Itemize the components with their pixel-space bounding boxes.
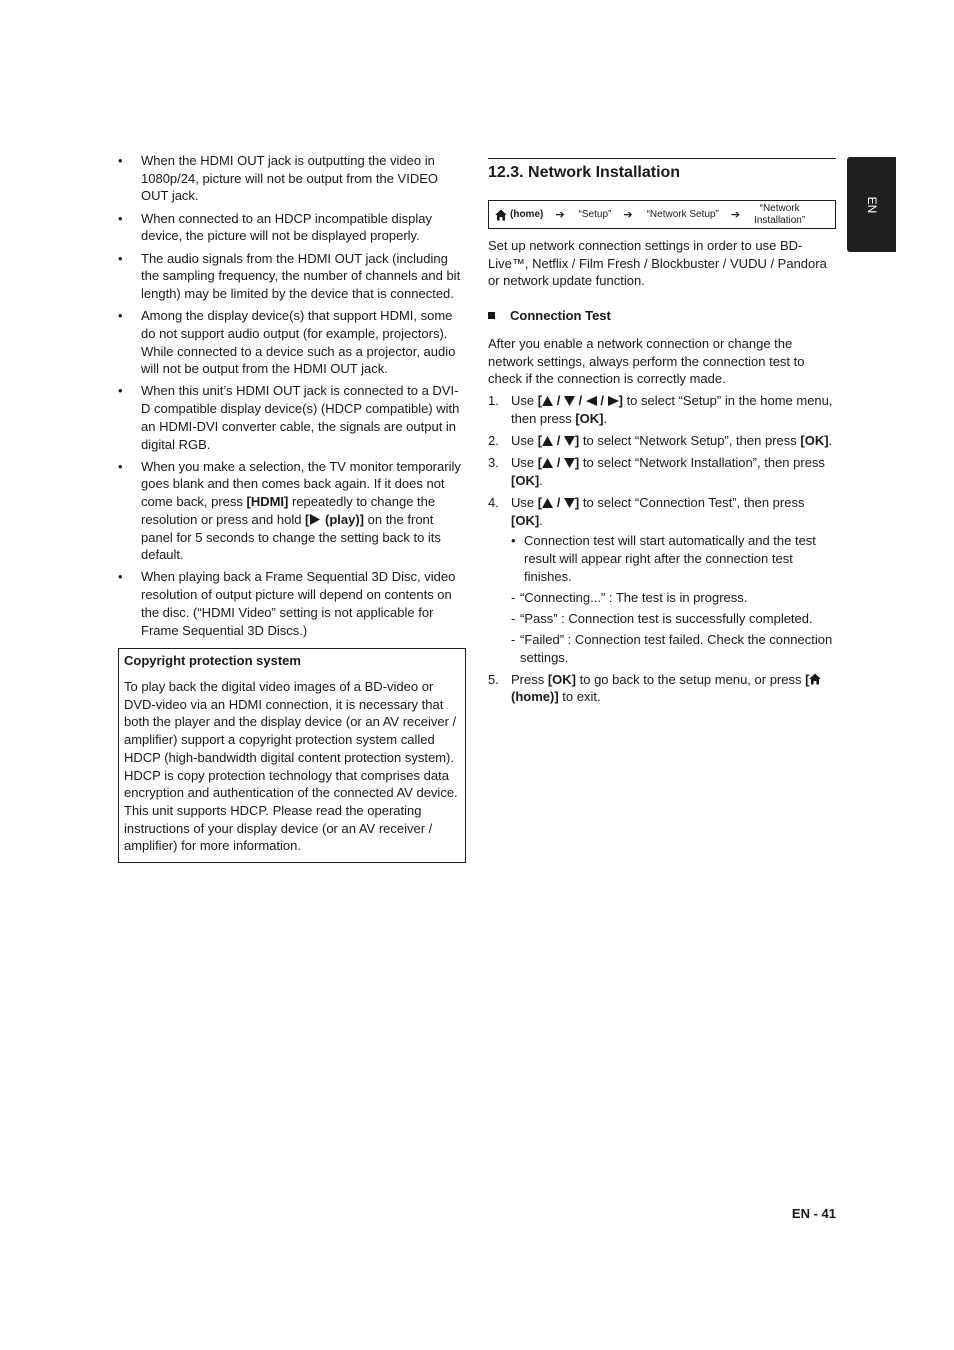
hdmi-notes-list <box>118 152 466 639</box>
step-1: 1. Use [ / / / ] to select “Setup” in the home menu, then press [OK]. <box>488 392 833 426</box>
home-icon <box>495 209 507 221</box>
arrow-right-icon: ➔ <box>623 208 633 221</box>
list-item: • When you make a selection, the TV monitor temporarily goes blank and then comes back again. If it does not come back, press [HDMI] repeatedly to change the resolution or press and hold [ (play)] on the front panel for 5 seconds to change the setting back to its default. <box>118 458 466 564</box>
intro-text: Set up network connection settings in order to use BD-Live™, Netflix / Film Fresh / Blockbuster / VUDU / Pandora or network update function. <box>488 238 827 289</box>
connection-test-intro: After you enable a network connection or change the network settings, always perform the connection test to check if the connection is correctly made. <box>488 335 805 387</box>
language-tab: EN <box>847 157 896 252</box>
down-arrow-icon <box>564 498 575 508</box>
home-key-label: [ (home)] <box>511 672 821 705</box>
right-arrow-icon <box>608 396 619 406</box>
hdmi-key-label: [HDMI] <box>246 494 289 510</box>
list-item: • Among the display device(s) that support HDMI, some do not support audio output (for example, projectors). While connected to a device such as a projector, audio will not be output from the HDMI OUT jack. <box>118 307 466 378</box>
ok-key-label: [OK] <box>800 432 829 448</box>
list-item: • When playing back a Frame Sequential 3D Disc, video resolution of output picture will depend on contents on the disc. (“HDMI Video” setting is not applicable for Frame Sequential 3D Discs.) <box>118 568 466 639</box>
ok-key-label: [OK] <box>575 410 604 426</box>
arrow-keys-label: [ / / / ] <box>537 392 623 408</box>
step-5: 5. Press [OK] to go back to the setup menu, or press [ (home)] to exit. <box>488 671 836 706</box>
list-item: • The audio signals from the HDMI OUT jack (including the sampling frequency, the number of channels and bit length) may be limited by the device that is connected. <box>118 250 466 303</box>
left-arrow-icon <box>586 396 597 406</box>
step-2: 2. Use [ / ] to select “Network Setup”, then press [OK]. <box>488 432 833 448</box>
up-arrow-icon <box>542 458 553 468</box>
menu-navigation-path <box>488 200 836 229</box>
list-item: - “Pass” : Connection test is successfully completed. <box>511 611 813 627</box>
list-item: • When connected to an HDCP incompatible display device, the picture will not be displayed properly. <box>118 210 466 245</box>
right-column <box>488 158 836 711</box>
nav-step-network-setup: “Network Setup” <box>646 208 719 220</box>
play-icon <box>309 514 321 525</box>
step-3: 3. Use [ / ] to select “Network Installation”, then press [OK]. <box>488 455 825 488</box>
list-item: - “Failed” : Connection test failed. Check the connection settings. <box>511 631 833 665</box>
box-title: Copyright protection system <box>124 653 301 669</box>
ok-key-label: [OK] <box>511 512 540 528</box>
connection-test-heading: Connection Test <box>488 307 836 325</box>
arrow-keys-label: [ / ] <box>537 432 580 448</box>
nav-step-network-installation: “Network Installation” <box>754 202 806 226</box>
down-arrow-icon <box>564 396 575 406</box>
play-key-label: [ (play)] <box>305 511 365 527</box>
home-icon <box>809 673 821 685</box>
list-item: • Connection test will start automatically and the test result will appear right after the connection test finishes. <box>511 532 836 585</box>
nav-home-label: (home) <box>510 208 544 220</box>
page-number: EN - 41 <box>791 1206 836 1221</box>
arrow-keys-label: [ / ] <box>537 455 580 471</box>
list-item: • When the HDMI OUT jack is outputting the video in 1080p/24, picture will not be output from the VIDEO OUT jack. <box>118 152 466 205</box>
up-arrow-icon <box>542 436 553 446</box>
section-title: 12.3. Network Installation <box>488 158 836 183</box>
square-bullet-icon <box>488 312 495 319</box>
ok-key-label: [OK] <box>511 472 540 488</box>
down-arrow-icon <box>564 458 575 468</box>
arrow-keys-label: [ / ] <box>537 494 580 510</box>
down-arrow-icon <box>564 436 575 446</box>
list-item: - “Connecting...” : The test is in progress. <box>511 590 748 606</box>
connection-results <box>511 589 836 666</box>
arrow-right-icon: ➔ <box>555 208 565 221</box>
up-arrow-icon <box>542 498 553 508</box>
step-4-notes <box>511 532 836 585</box>
box-body: To play back the digital video images of a BD-video or DVD-video via an HDMI connection, it is necessary that both the player and the display device (or an AV receiver / amplifier) support a copyright protection system called HDCP (high-bandwidth digital content protection system). HDCP is copy protection technology that comprises data encryption and authentication of the connected AV device. This unit supports HDCP. Please read the operating instructions of your display device (or an AV receiver / amplifier) for more information. <box>124 678 458 854</box>
left-column <box>118 152 466 863</box>
ok-key-label: [OK] <box>547 671 577 687</box>
connection-test-steps <box>488 392 836 706</box>
copyright-protection-box <box>118 648 466 863</box>
nav-step-setup: “Setup” <box>578 208 612 220</box>
list-item: • When this unit’s HDMI OUT jack is connected to a DVI-D compatible display device(s) (HDCP compatible) with an HDMI-DVI converter cable, the signals are output in digital RGB. <box>118 382 466 453</box>
step-4: 4. Use [ / ] to select “Connection Test”, then press [OK]. • Connection test will start automatically and the test result will appear right after the connection test finishes. - “Connecting...” : The test is in progress. - “Pass” : Connection test is successfully completed. - “Failed” : Connection test failed. Check the connection settings. <box>488 494 836 666</box>
arrow-right-icon: ➔ <box>730 208 741 221</box>
up-arrow-icon <box>542 396 553 406</box>
